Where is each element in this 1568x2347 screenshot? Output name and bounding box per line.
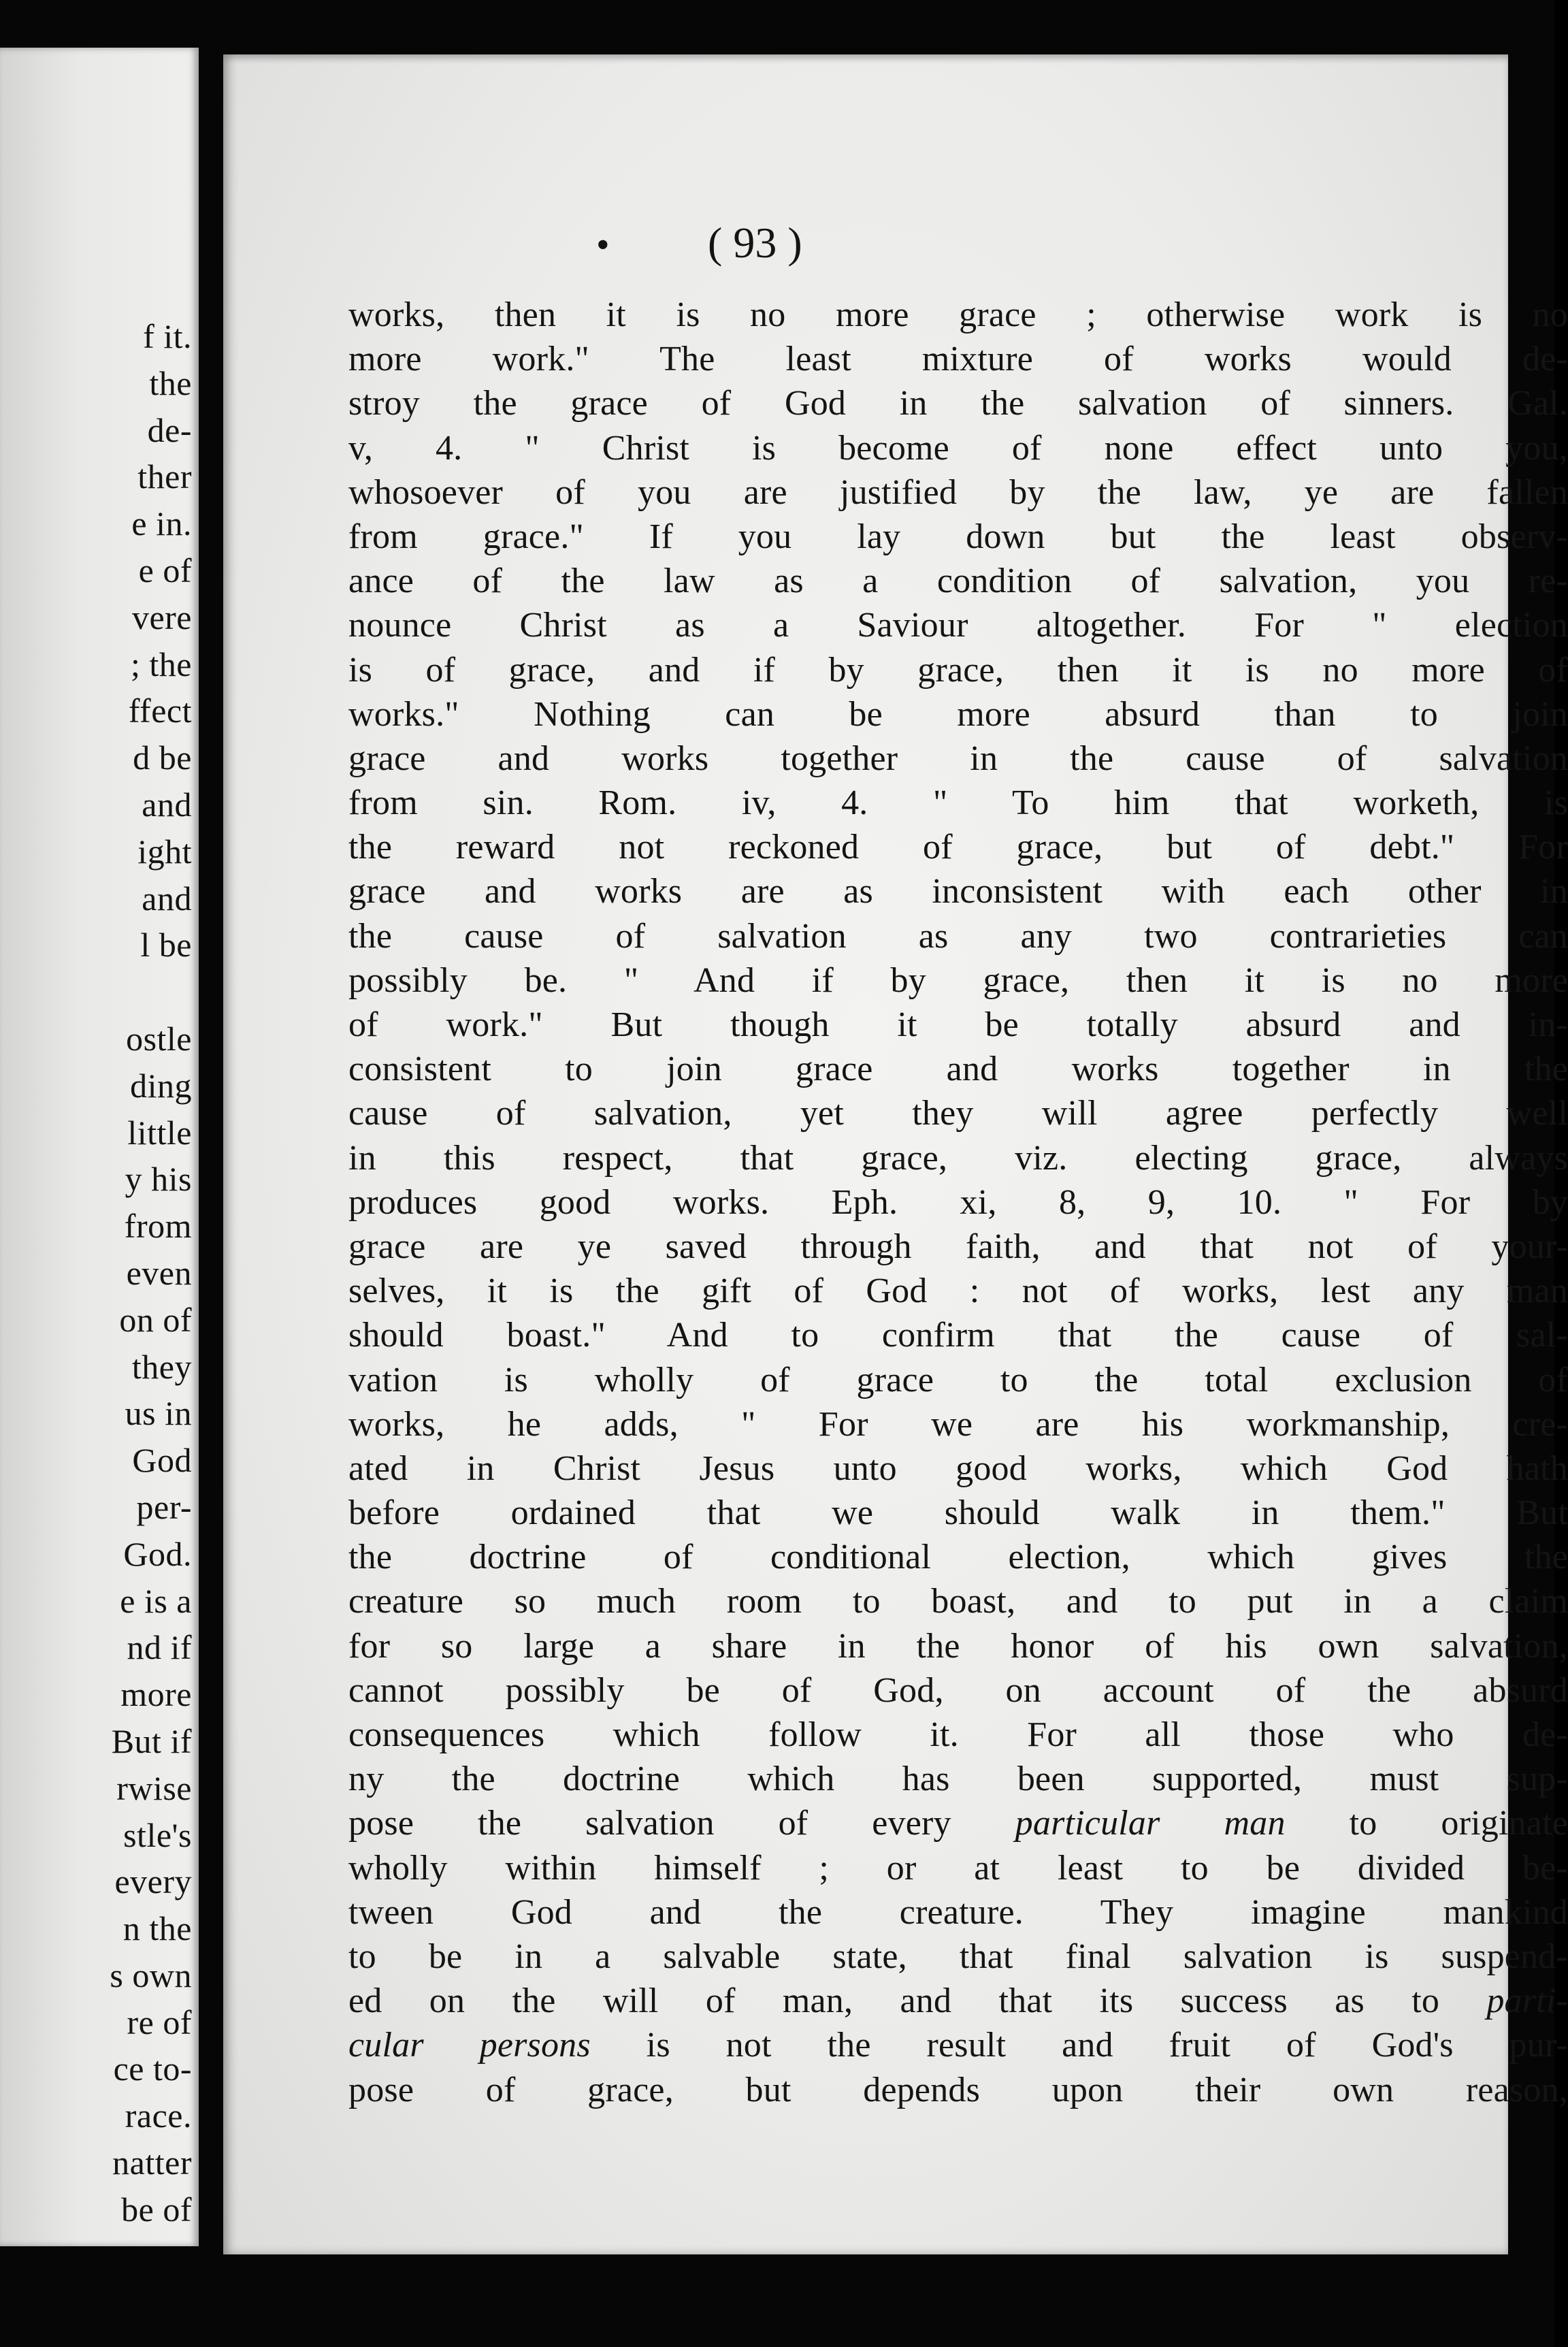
- text-line: from grace." If you lay down but the least observ-: [348, 517, 1568, 556]
- text-line: every: [114, 1862, 192, 1901]
- text-line: the cause of salvation as any two contrarieties can: [348, 916, 1568, 956]
- text-line: more work." The least mixture of works would de-: [348, 340, 1568, 379]
- text-line: e of: [138, 551, 192, 589]
- text-line: tween God and the creature. They imagine mankind: [348, 1892, 1568, 1932]
- text-line: v, 4. " Christ is become of none effect unto you,: [348, 428, 1568, 468]
- text-line: the reward not reckoned of grace, but of debt." For: [348, 828, 1568, 867]
- text-line: to be in a salvable state, that final salvation is suspend-: [348, 1937, 1568, 1976]
- text-line: nounce Christ as a Saviour altogether. For " election: [348, 606, 1568, 645]
- text-line: works, then it is no more grace ; otherwise work is no: [348, 295, 1568, 334]
- text-line: cular persons is not the result and fruit of God's pur-: [348, 2026, 1568, 2065]
- page-header: [223, 212, 1508, 274]
- ink-dot: •: [596, 224, 610, 266]
- text-line: vation is wholly of grace to the total exclusion of: [348, 1360, 1568, 1399]
- text-line: in this respect, that grace, viz. electing grace, always: [348, 1138, 1568, 1178]
- text-line: possibly be. " And if by grace, then it is no more: [348, 960, 1568, 1000]
- text-line: [110, 969, 192, 1016]
- page-number: ( 93 ): [708, 218, 802, 267]
- text-line: from sin. Rom. iv, 4. " To him that worketh, is: [348, 783, 1568, 823]
- text-line: be of: [121, 2190, 192, 2229]
- text-line: grace and works together in the cause of salvation: [348, 739, 1568, 778]
- text-line: n the: [122, 1909, 192, 1948]
- text-line: wholly within himself ; or at least to be divided be-: [348, 1848, 1568, 1888]
- text-line: ; the: [131, 645, 192, 683]
- text-line: y his: [125, 1160, 192, 1199]
- text-line: works." Nothing can be more absurd than to join: [348, 694, 1568, 734]
- text-line: ance of the law as a condition of salvation, you re-: [348, 562, 1568, 601]
- text-line: consistent to join grace and works together in the: [348, 1050, 1568, 1089]
- text-line: for so large a share in the honor of his own salvation,: [348, 1626, 1568, 1666]
- text-line: God: [132, 1441, 192, 1480]
- text-line: ated in Christ Jesus unto good works, which God hath: [348, 1448, 1568, 1488]
- text-line: cannot possibly be of God, on account of the absurd: [348, 1670, 1568, 1710]
- text-line: the doctrine of conditional election, which gives the: [348, 1538, 1568, 1577]
- text-line: even: [126, 1253, 192, 1292]
- text-line: little: [127, 1113, 192, 1152]
- text-line: stle's: [123, 1815, 192, 1854]
- text-line: ostle: [126, 1019, 192, 1058]
- text-line: ding: [130, 1066, 192, 1105]
- text-line: de-: [147, 410, 192, 449]
- text-line: produces good works. Eph. xi, 8, 9, 10. " For by: [348, 1182, 1568, 1222]
- text-line: from: [124, 1207, 192, 1246]
- text-line: the: [149, 363, 192, 402]
- text-line: pose the salvation of every particular man to originate: [348, 1804, 1568, 1843]
- text-line: re of: [127, 2003, 192, 2041]
- text-line: e in.: [131, 504, 192, 543]
- text-line: before ordained that we should walk in them." But: [348, 1493, 1568, 1533]
- text-line: ed on the will of man, and that its success as to parti-: [348, 1981, 1568, 2021]
- text-line: pose of grace, but depends upon their own reason,: [348, 2070, 1568, 2109]
- text-line: us in: [125, 1394, 192, 1433]
- text-line: on of: [119, 1300, 192, 1339]
- text-line: consequences which follow it. For all those who de-: [348, 1715, 1568, 1754]
- text-line: ffect: [128, 692, 192, 730]
- text-line: grace are ye saved through faith, and that not of your-: [348, 1227, 1568, 1266]
- text-line: works, he adds, " For we are his workmanship, cre-: [348, 1404, 1568, 1444]
- text-line: l be: [140, 926, 192, 965]
- text-line: f it.: [143, 317, 192, 355]
- text-line: cause of salvation, yet they will agree perfectly well: [348, 1094, 1568, 1133]
- text-line: whosoever of you are justified by the law, ye are fallen: [348, 472, 1568, 512]
- facing-page-fragment: [0, 48, 199, 2246]
- text-line: creature so much room to boast, and to put in a claim: [348, 1582, 1568, 1621]
- text-line: of work." But though it be totally absurd and in-: [348, 1005, 1568, 1044]
- text-line: stroy the grace of God in the salvation of sinners. Gal.: [348, 384, 1568, 423]
- text-line: vere: [131, 598, 192, 636]
- text-line: ther: [137, 457, 192, 496]
- text-line: they: [131, 1347, 192, 1386]
- text-line: grace and works are as inconsistent with each other in: [348, 872, 1568, 911]
- text-line: nd if: [127, 1628, 192, 1667]
- text-line: and: [142, 785, 192, 824]
- text-line: God.: [123, 1534, 192, 1573]
- text-line: per-: [136, 1487, 192, 1526]
- text-line: should boast." And to confirm that the cause of sal-: [348, 1316, 1568, 1355]
- text-line: natter: [112, 2143, 192, 2182]
- text-line: and: [142, 879, 192, 918]
- text-line: ny the doctrine which has been supported, must sup-: [348, 1760, 1568, 1799]
- text-line: d be: [133, 739, 192, 777]
- text-line: ce to-: [113, 2050, 192, 2088]
- text-line: e is a: [120, 1581, 192, 1620]
- text-line: more: [120, 1675, 192, 1714]
- book-page: [223, 54, 1568, 2254]
- text-line: s own: [110, 1956, 192, 1994]
- text-line: race.: [125, 2097, 192, 2135]
- text-line: rwise: [116, 1768, 192, 1807]
- text-line: ight: [137, 832, 192, 871]
- text-line: But if: [111, 1721, 192, 1760]
- page-body-text: [348, 293, 1568, 2112]
- text-line: selves, it is the gift of God : not of works, lest any man: [348, 1272, 1568, 1311]
- facing-page-text: [110, 313, 192, 2233]
- text-line: is of grace, and if by grace, then it is no more of: [348, 650, 1568, 690]
